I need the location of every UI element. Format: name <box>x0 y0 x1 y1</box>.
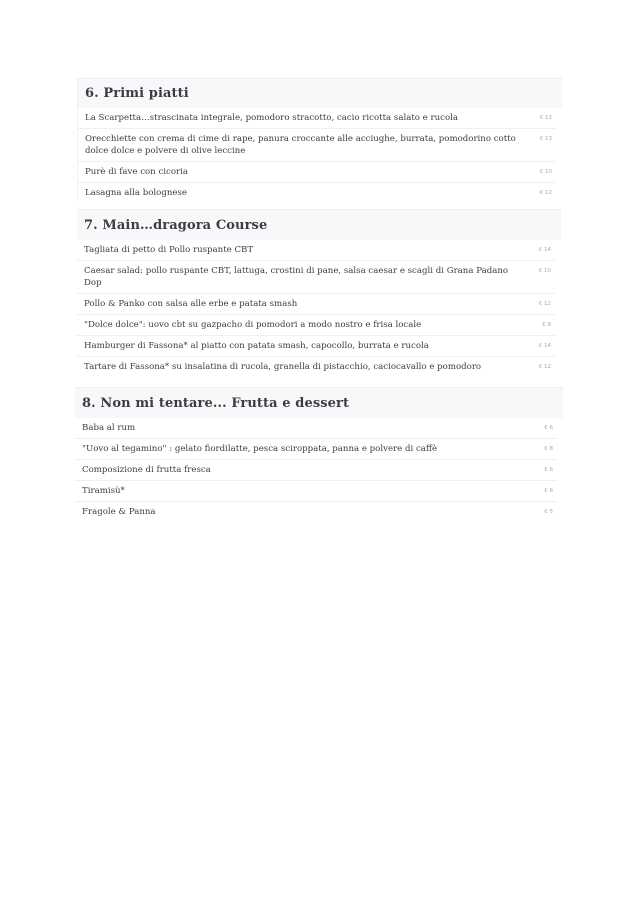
menu-item-price: € 12 <box>539 115 552 121</box>
menu-item-price: € 13 <box>539 136 552 142</box>
menu-item-name: "Uovo al tegamino" : gelato fiordilatte, pesca sciroppata, panna e polvere di caffè <box>82 444 438 454</box>
menu-item-name: Tartare di Fassona* su insalatina di rucola, granella di pistacchio, caciocavallo e pomodoro <box>84 362 482 372</box>
menu-item-name: Caesar salad: pollo ruspante CBT, lattuga, crostini di pane, salsa caesar e scagli di Grana Padano Dop <box>84 266 509 288</box>
menu-item <box>77 357 555 378</box>
menu-item <box>75 460 557 481</box>
menu-item-price: € 10 <box>539 169 552 175</box>
menu-item-name: Hamburger di Fassona* al piatto con patata smash, capocollo, burrata e rucola <box>84 341 429 351</box>
menu-item-price: € 6 <box>544 467 553 473</box>
section-title: 6. Primi piatti <box>85 86 189 101</box>
menu-item <box>78 129 556 162</box>
menu-item-price: € 8 <box>544 446 553 452</box>
menu-item <box>75 439 557 460</box>
menu-item-list <box>78 108 562 203</box>
section-header <box>77 209 561 240</box>
menu-section-dessert <box>75 387 563 523</box>
menu-section-main-course <box>77 209 561 378</box>
section-header <box>75 387 563 418</box>
menu-item <box>78 183 556 203</box>
menu-item-name: Lasagna alla bolognese <box>85 188 187 198</box>
menu-item-name: Orecchiette con crema di cime di rape, panura croccante alle acciughe, burrata, pomodorino cotto dolce dolce e polvere di olive leccine <box>85 134 516 156</box>
menu-item-price: € 12 <box>538 364 551 370</box>
section-title: 7. Main…dragora Course <box>84 217 268 233</box>
menu-item <box>77 261 555 294</box>
menu-item-name: Tagliata di petto di Pollo ruspante CBT <box>84 245 254 255</box>
menu-item-list <box>77 240 561 378</box>
menu-item <box>77 240 555 261</box>
menu-item <box>77 315 555 336</box>
menu-item-price: € 12 <box>538 301 551 307</box>
menu-item-price: € 12 <box>539 190 552 196</box>
menu-item-price: € 10 <box>538 268 551 274</box>
menu-item-name: Fragole & Panna <box>82 507 156 517</box>
menu-item <box>78 162 556 183</box>
menu-item <box>78 108 556 129</box>
menu-item-price: € 6 <box>544 425 553 431</box>
menu-item-price: € 14 <box>538 343 551 349</box>
menu-item <box>77 336 555 357</box>
menu-item <box>77 294 555 315</box>
section-title: 8. Non mi tentare... Frutta e dessert <box>82 395 350 411</box>
menu-item-name: La Scarpetta…strascinata integrale, pomodoro stracotto, cacio ricotta salato e rucola <box>85 113 458 123</box>
menu-item-name: Pollo & Panko con salsa alle erbe e patata smash <box>84 299 298 309</box>
menu-item-name: Purè di fave con cicoria <box>85 167 188 177</box>
menu-item-name: Tiramisù* <box>82 486 125 496</box>
menu-item <box>75 418 557 439</box>
menu-item <box>75 481 557 502</box>
menu-item-price: € 5 <box>544 509 553 515</box>
menu-item-price: € 9 <box>542 322 551 328</box>
menu-item <box>75 502 557 523</box>
menu-item-name: "Dolce dolce": uovo cbt su gazpacho di pomodori a modo nostro e frisa locale <box>84 320 422 330</box>
menu-item-list <box>75 418 563 523</box>
section-header <box>78 78 562 108</box>
menu-item-name: Composizione di frutta fresca <box>82 465 211 475</box>
menu-item-name: Baba al rum <box>82 423 136 433</box>
menu-item-price: € 6 <box>544 488 553 494</box>
menu-section-primi-piatti <box>77 78 562 203</box>
menu-item-price: € 14 <box>538 247 551 253</box>
